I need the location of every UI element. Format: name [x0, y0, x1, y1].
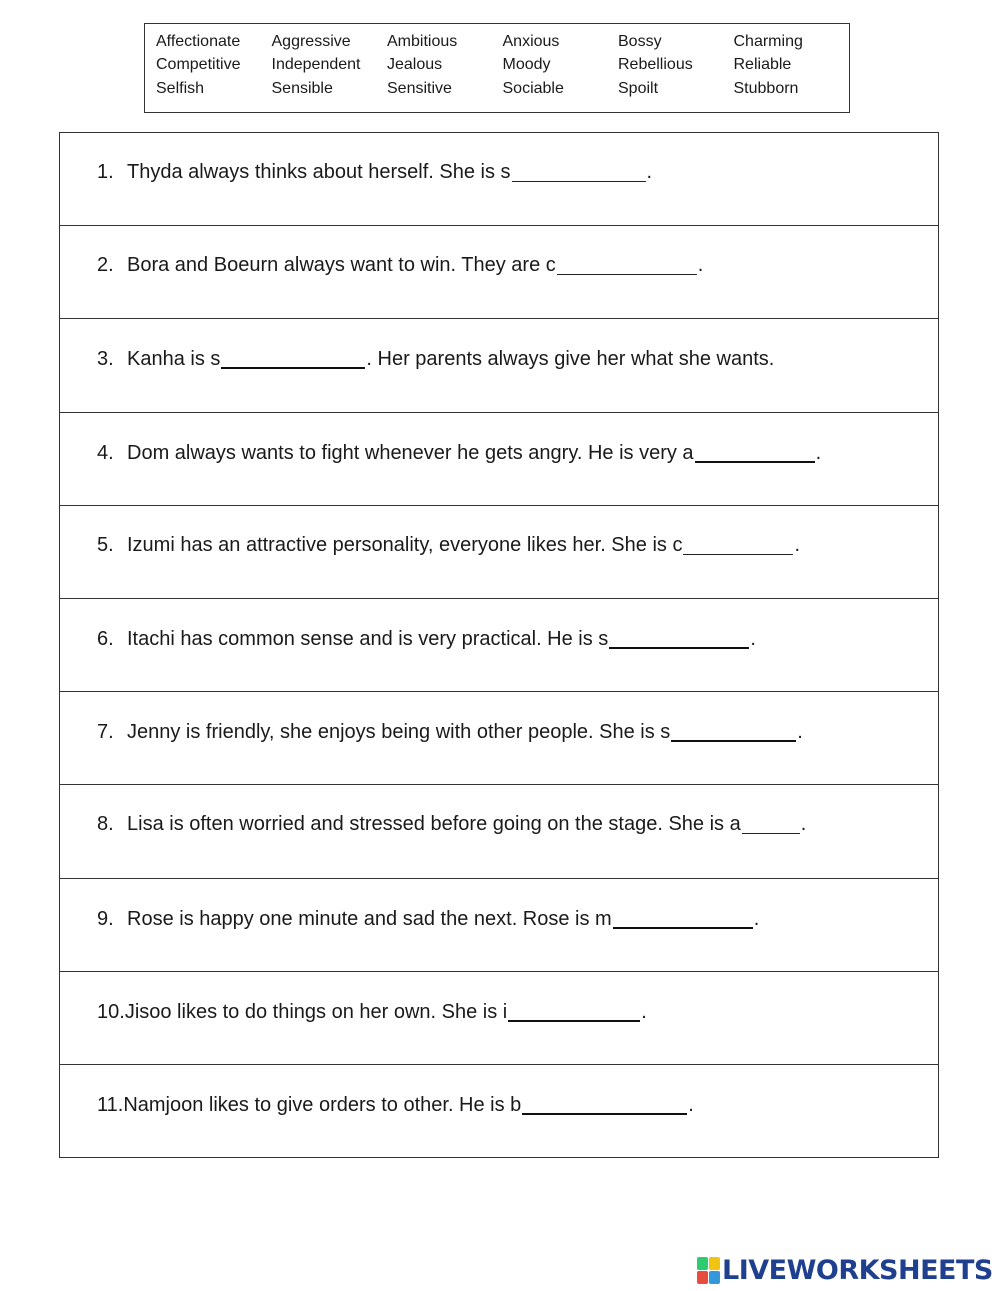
- questions-table: [59, 132, 939, 1158]
- question-row-7: [60, 692, 938, 785]
- word-bank-row: [156, 30, 849, 54]
- question-text: Izumi has an attractive personality, everyone likes her. She is c: [127, 533, 683, 556]
- question-number: 8.: [97, 813, 114, 836]
- question-text: Itachi has common sense and is very practical. He is s: [127, 627, 609, 650]
- liveworksheets-logo-icon: [697, 1257, 719, 1283]
- question-row-11: [60, 1065, 938, 1158]
- question-number: 9.: [97, 907, 114, 930]
- word-bank-word: Charming: [733, 32, 803, 50]
- question-text-end: .: [797, 721, 803, 744]
- logo-text: LIVEWORKSHEETS: [722, 1254, 993, 1286]
- logo-square-red: [697, 1271, 708, 1284]
- word-bank-word: Stubborn: [733, 79, 799, 97]
- logo-square-blue: [709, 1271, 720, 1284]
- question-text: Thyda always thinks about herself. She is s: [127, 161, 511, 183]
- word-bank-word: Bossy: [618, 32, 662, 50]
- word-bank-word: Reliable: [733, 56, 792, 74]
- question-text-end: .: [815, 441, 822, 464]
- question-row-10: [60, 972, 938, 1065]
- word-bank-word: Spoilt: [618, 79, 659, 97]
- answer-blank-5[interactable]: [683, 534, 793, 555]
- question-text-end: .: [794, 533, 801, 556]
- word-bank-word: Sensible: [271, 79, 333, 97]
- answer-blank-4[interactable]: [695, 441, 815, 463]
- question-row-1: [60, 133, 938, 226]
- question-text: Lisa is often worried and stressed before going on the stage. She is a: [127, 813, 741, 836]
- word-bank-word: Aggressive: [271, 32, 351, 50]
- question-text: Namjoon likes to give orders to other. He is b: [123, 1093, 522, 1116]
- question-row-6: [60, 599, 938, 692]
- question-text-end: .: [800, 813, 807, 836]
- question-number: 11.: [97, 1093, 124, 1116]
- logo-square-yellow: [709, 1257, 720, 1270]
- word-bank-row: [156, 77, 849, 101]
- word-bank-word: Sociable: [502, 79, 564, 97]
- word-bank-word: Jealous: [387, 56, 443, 74]
- question-row-2: [60, 226, 938, 319]
- liveworksheets-logo: [697, 1255, 993, 1285]
- answer-blank-1[interactable]: [512, 161, 646, 182]
- question-number: 1.: [97, 161, 114, 183]
- question-text-end: .: [641, 1000, 647, 1023]
- answer-blank-3[interactable]: [221, 347, 365, 369]
- word-bank-word: Independent: [271, 56, 361, 74]
- answer-blank-8[interactable]: [742, 813, 800, 834]
- word-bank-word: Selfish: [156, 79, 205, 97]
- question-text: Kanha is s: [127, 348, 221, 371]
- question-text: Bora and Boeurn always want to win. They are c: [127, 254, 556, 277]
- question-text-end: .: [697, 254, 704, 277]
- answer-blank-10[interactable]: [508, 1000, 640, 1022]
- word-bank-word: Affectionate: [156, 32, 241, 50]
- question-number: 10.: [97, 1000, 125, 1023]
- word-bank: [144, 23, 850, 113]
- question-text: Dom always wants to fight whenever he gets angry. He is very a: [127, 441, 694, 464]
- question-row-3: [60, 319, 938, 412]
- word-bank-word: Anxious: [502, 32, 560, 50]
- logo-square-green: [697, 1257, 708, 1270]
- answer-blank-6[interactable]: [609, 627, 749, 649]
- question-number: 2.: [97, 254, 114, 277]
- question-number: 5.: [97, 533, 114, 556]
- question-text: Rose is happy one minute and sad the next. Rose is m: [127, 907, 612, 930]
- word-bank-word: Rebellious: [618, 56, 693, 74]
- question-number: 6.: [97, 627, 114, 650]
- question-text: Jisoo likes to do things on her own. She is i: [124, 1000, 508, 1023]
- question-text-end: .: [750, 627, 756, 650]
- answer-blank-9[interactable]: [613, 907, 753, 929]
- answer-blank-2[interactable]: [557, 254, 697, 275]
- question-row-9: [60, 879, 938, 972]
- word-bank-word: Ambitious: [387, 32, 458, 50]
- question-number: 3.: [97, 348, 114, 371]
- word-bank-word: Moody: [502, 56, 551, 74]
- answer-blank-7[interactable]: [671, 720, 796, 742]
- question-text-end: .: [646, 161, 653, 183]
- question-number: 4.: [97, 441, 114, 464]
- word-bank-word: Sensitive: [387, 79, 452, 97]
- word-bank-row: [156, 54, 849, 78]
- question-text-end: . Her parents always give her what she wants.: [366, 348, 775, 371]
- word-bank-word: Competitive: [156, 56, 241, 74]
- answer-blank-11[interactable]: [522, 1093, 687, 1115]
- question-text-end: .: [688, 1093, 694, 1116]
- question-text: Jenny is friendly, she enjoys being with other people. She is s: [127, 721, 671, 744]
- question-row-8: [60, 785, 938, 878]
- question-number: 7.: [97, 721, 114, 744]
- question-row-4: [60, 413, 938, 506]
- question-text-end: .: [753, 907, 760, 930]
- question-row-5: [60, 506, 938, 599]
